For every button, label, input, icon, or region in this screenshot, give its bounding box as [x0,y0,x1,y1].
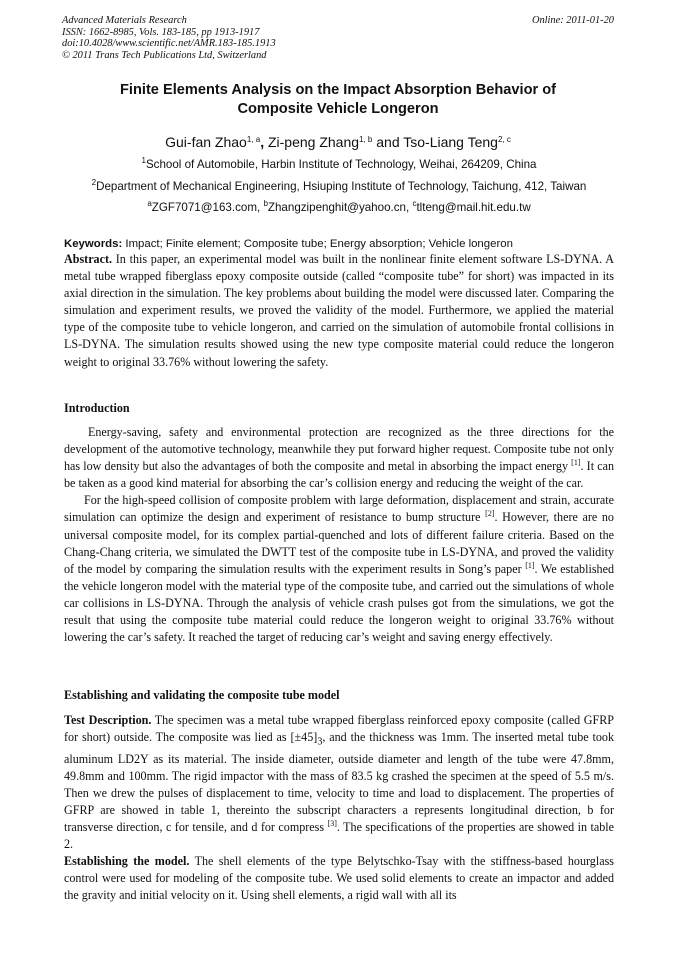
test-description-a: The specimen was a metal tube wrapped fiberglass reinforced epoxy composite (called GFRP for short) outside. The composite was lied as [64,713,614,745]
introduction-paragraph-2 [64,492,614,646]
introduction-section [64,424,614,646]
introduction-heading: Introduction [64,401,130,415]
abstract-text: In this paper, an experimental model was built in the nonlinear finite element software LS-DYNA. A metal tube wrapped fiberglass epoxy composite outside (called “composite tube” for short) was impacted in its axial direction in the simulation. The key problems about building the model were discussed later. Comparing the simulation and experiment results, we proved the validity of the model. Furthermore, we applied the material type of the composite tube to vehicle longeron, and carried on the simulation of automobile frontal collisions in LS-DYNA. The simulation results showed using the new type composite material could reduce the longeron weight to original 33.76% without lowering the safety. [64,252,615,369]
citation-4[interactable]: [3] [327,818,337,828]
copyright-line: © 2011 Trans Tech Publications Ltd, Switzerland [62,49,267,61]
email-c-sup: c [412,199,417,208]
establishing-model-paragraph [64,853,614,904]
title-line-1: Finite Elements Analysis on the Impact Absorption Behavior of [120,82,556,98]
affiliation-2-text: Department of Mechanical Engineering, Hsiuping Institute of Technology, Taichung, 412, Taiwan [96,180,587,193]
intro-p2-a: For the high-speed collision of composite problem with large deformation, displacement and strain, accurate simulation can optimize the design and experiment of resistance to bump structure [64,493,614,525]
author-2-sup: 1, b [359,135,373,144]
establishing-model-label: Establishing the model. [64,854,190,869]
email-b-sup: b [263,199,268,208]
test-description-c: . The specifications of the properties are showed in table 2. [64,819,614,852]
journal-name: Advanced Materials Research [62,15,187,26]
journal-header [62,15,276,61]
title-line-2: Composite Vehicle Longeron [237,101,439,117]
intro-p1-a: Energy-saving, safety and environmental protection are recognized as the three directions for the development of the automotive technology, meanwhile they put forward higher request. Composite tube not only has low density but also the advantages of both the composite and metal in absorbing the impact energy [64,425,614,474]
author-1-sup: 1, a [246,135,261,144]
email-a-sup: a [147,199,152,208]
author-3-sup: 2, c [497,135,511,144]
keywords [64,238,616,251]
affiliation-1-text: School of Automobile, Harbin Institute of Technology, Weihai, 264209, China [145,158,537,171]
establishing-section [64,712,614,904]
citation-1[interactable]: [1] [571,458,581,468]
keywords-text: Impact; Finite element; Composite tube; Energy absorption; Vehicle longeron [125,238,513,250]
citation-2[interactable]: [2] [485,509,495,519]
abstract [64,251,614,371]
keywords-label: Keywords: [64,238,123,250]
citation-3[interactable]: [1] [525,560,535,570]
affiliation-1-sup: 1 [141,156,146,165]
email-c[interactable]: tlteng@mail.hit.edu.tw [416,201,531,214]
author-and: and [372,134,404,150]
email-b[interactable]: Zhangzipenghit@yahoo.cn [267,201,406,214]
layup-subscript: 3 [317,736,323,748]
intro-p1-b: . It can be taken as a good kind material for absorbing the car’s collision energy and reducing the weight of the car. [64,459,614,491]
test-description-b: , and the thickness was 1mm. The inserted metal tube took aluminum LD2Y as its material. The inside diameter, outside diameter and length of the tube were 47.8mm, 49.8mm and 100mm. The rigid impactor with the mass of 83.5 kg crashed the specimen at the speed of 5.5 m/s. Then we drew the pulses of displacement to time, velocity to time and load to displacement. The properties of GFRP are showed in table 1, thereinto the subscript characters a represents longitudinal direction, b for transverse direction, c for tensile, and d for compress [64,730,615,834]
establishing-model-text: The shell elements of the type Belytschko-Tsay with the stiffness-based hourglass control were used for modeling of the composite tube. We used solid elements to create an impactor and added the gravity and initial velocity on it. Using shell elements, a rigid wall with all its [64,854,614,903]
author-list [62,132,614,152]
author-3: Tso-Liang Teng [403,134,498,150]
author-2: Zi-peng Zhang [267,134,360,150]
abstract-paragraph [64,251,614,371]
affiliation-1 [40,157,638,173]
test-description-label: Test Description. [64,713,152,727]
intro-p2-c: . We established the vehicle longeron model with the material type of the composite tube, and carried out the simulations of whole car collisions in LS-DYNA. Through the analysis of vehicle crash pulses got from the simulations, we got the result that using the composite tube material could reduce the longeron weight to original 33.76% without lowering the car’s safety. It reached the target of reducing car’s weight and saving energy effectively. [64,561,614,645]
intro-p2-b: . However, there are no universal composite model, for its complex partial-quenched and lots of different failure criteria. Based on the Chang-Chang criteria, we simulated the DWTT test of the composite tube in LS-DYNA, and proved the validity of the model by comparing the simulation results with the experiment results in Song’s paper [64,510,614,576]
affiliation-2 [40,179,638,195]
author-sep: , [260,134,268,150]
paper-title [62,81,614,119]
email-list: $^a$ZGF7071@163.com, $^b$Zhangzipenghit@yahoo.cn, $^c$tlteng@mail.hit.edu.tw [147,199,531,214]
email-a[interactable]: ZGF7071@163.com [151,201,257,214]
establishing-heading: Establishing and validating the composite tube model [64,688,340,702]
author-1: Gui-fan Zhao [165,134,247,150]
doi-line[interactable]: doi:10.4028/www.scientific.net/AMR.183-185.1913 [62,38,276,50]
abstract-label: Abstract. [64,252,113,266]
introduction-paragraph-1 [64,424,614,492]
issn-line: ISSN: 1662-8985, Vols. 183-185, pp 1913-1917 [62,26,260,38]
layup-notation: [±45] [290,730,318,745]
affiliation-2-sup: 2 [91,178,97,187]
online-date: Online: 2011-01-20 [531,15,614,26]
test-description-paragraph [64,712,614,853]
